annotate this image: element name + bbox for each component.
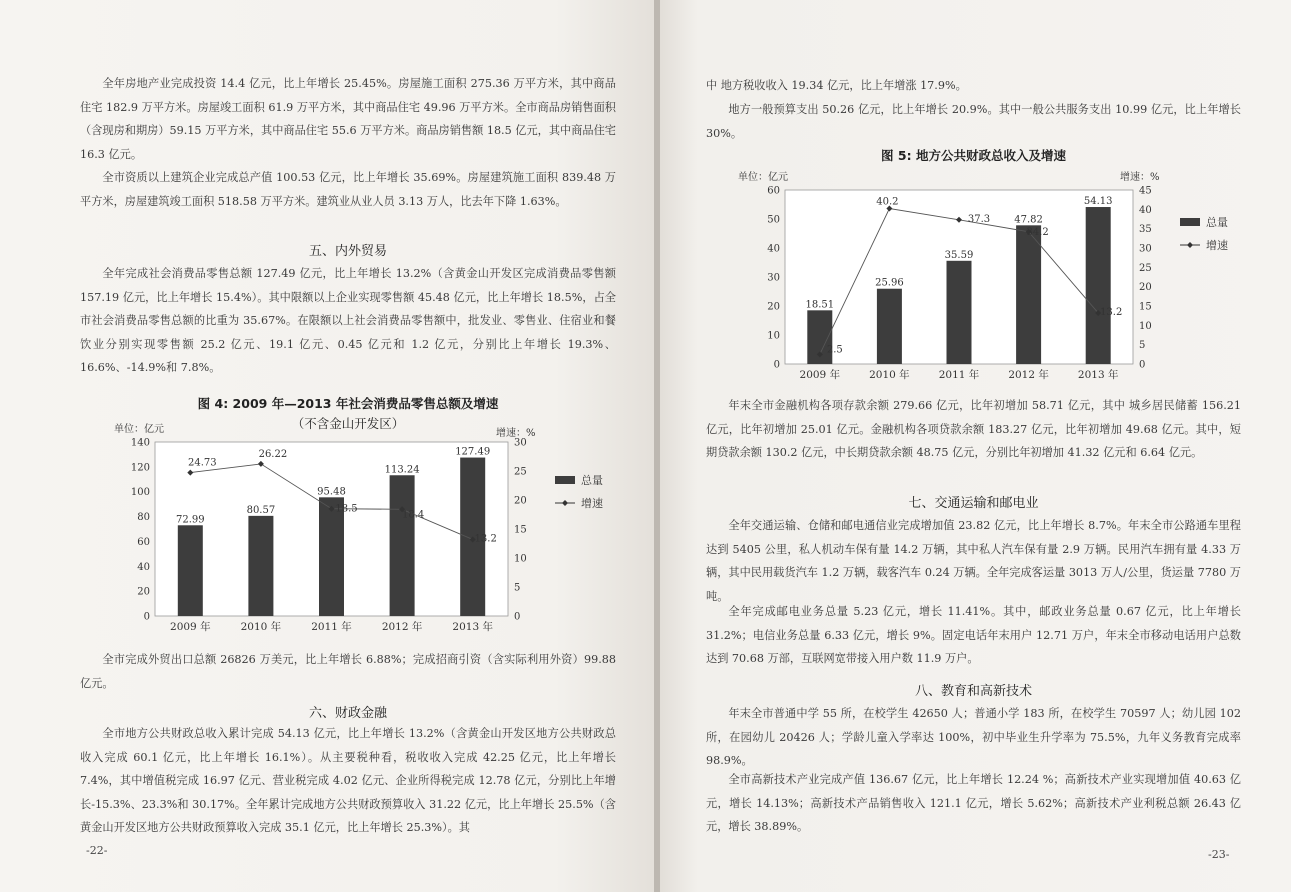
growth-value-label: 13.2 [474,533,497,545]
y-tick-label: 40 [137,561,150,573]
y2-tick-label: 25 [514,466,527,478]
bar-value-label: 72.99 [175,514,205,526]
bar-3 [947,261,972,364]
x-tick-label: 2010 年 [240,621,282,633]
bar-value-label: 127.49 [455,446,491,458]
bar-3 [319,497,344,616]
paragraph-high-tech: 全市高新技术产业完成产值 136.67 亿元，比上年增长 12.24 %；高新技术产业实现增加值 40.63 亿元，增长 14.13%；高新技术产品销售收入 121.1 亿元，增长 5.62%；高新技术产业利税总额 26.43 亿元，增长 38.89%。 [706,773,1241,833]
bar-value-label: 25.96 [875,277,904,289]
bar-value-label: 80.57 [246,504,276,516]
x-tick-label: 2012 年 [1008,369,1049,381]
bar-value-label: 18.51 [805,299,835,311]
x-tick-label: 2009 年 [170,621,211,633]
y-tick-label: 100 [130,487,150,499]
bar-5 [1086,207,1111,364]
y-tick-label: 20 [137,586,150,598]
chart4 [0,430,654,640]
bar-4 [390,475,415,616]
section-heading-education: 八、教育和高新技术 [914,684,1032,699]
growth-value-label: 13.2 [1100,306,1123,318]
y-tick-label: 60 [767,185,780,197]
y2-tick-label: 40 [1139,204,1152,216]
growth-value-label: 2.5 [826,344,843,356]
legend-total-label: 总量 [1206,216,1228,229]
y2-tick-label: 15 [514,524,527,536]
x-tick-label: 2012 年 [381,621,423,633]
paragraph-transport: 全年交通运输、仓储和邮电通信业完成增加值 23.82 亿元，比上年增长 8.7%。年末全市公路通车里程达到 5405 公里，私人机动车保有量 14.2 万辆，其中私人汽车保有量 2.9 万辆。民用汽车拥有量 4.33 万辆，其中民用载货汽车 1.2 万辆，载客汽车 0.24 万辆。全年完成客运量 3013 万人/公里，货运量 7780 万吨。 [706,519,1241,603]
legend-total-label: 总量 [581,474,603,487]
y2-tick-label: 35 [1139,224,1152,236]
bar-value-label: 54.13 [1083,196,1113,208]
y2-tick-label: 30 [514,437,527,449]
paragraph-tax-revenue: 中 地方税收收入 19.34 亿元，比上年增涨 17.9%。 [706,79,967,92]
legend-bar-swatch [1180,218,1200,226]
y-tick-label: 20 [767,301,780,313]
paragraph-budget-expense: 地方一般预算支出 50.26 亿元，比上年增长 20.9%。其中一般公共服务支出 10.99 亿元，比上年增长 30%。 [706,103,1241,140]
chart4-title: 图 4: 2009 年—2013 年社会消费品零售总额及增速 [197,396,499,411]
bar-2 [248,516,273,616]
y2-tick-label: 10 [1139,320,1152,332]
y2-tick-label: 5 [1139,340,1146,352]
x-tick-label: 2010 年 [869,369,910,381]
x-tick-label: 2009 年 [799,369,841,381]
paragraph-retail: 全年完成社会消费品零售总额 127.49 亿元，比上年增长 13.2%（含黄金山开发区完成消费品零售额 157.19 亿元，比上年增长 15.4%）。其中限额以上企业实现零售额 45.48 亿元，比上年增长 18.5%，占全市社会消费品零售总额的比重为 35.67%。在限额以上社会消费品零售额中，批发业、零售业、住宿业和餐饮业分别实现零售额 25.2 亿元、19.1 亿元、0.45 亿元和 1.2 亿元，分别比上年增长 19.3%、16.6%、-14.9%和 7.8%。 [80,267,616,374]
y-tick-label: 60 [137,536,150,548]
y-tick-label: 0 [773,359,780,371]
legend-bar-swatch [555,476,575,484]
y2-tick-label: 30 [1139,243,1152,255]
growth-value-label: 18.4 [401,509,425,521]
bar-1 [178,525,203,616]
chart4-unit-right: 增速：% [496,428,536,439]
bar-value-label: 47.82 [1014,214,1043,226]
growth-value-label: 34.2 [1026,226,1049,238]
x-tick-label: 2013 年 [1077,369,1119,381]
chart5-title: 图 5: 地方公共财政总收入及增速 [881,148,1066,163]
y2-tick-label: 20 [514,495,527,507]
y2-tick-label: 0 [514,611,521,623]
x-tick-label: 2011 年 [938,369,980,381]
y-tick-label: 30 [767,272,780,284]
paragraph-banking: 年末全市金融机构各项存款余额 279.66 亿元，比年初增加 58.71 亿元，其中 城乡居民储蓄 156.21 亿元，比年初增加 25.01 亿元。金融机构各项贷款余额 183.27 亿元，比年初增加 49.68 亿元。其中，短期贷款余额 130.2 亿元，中长期贷款余额 48.75 亿元，分别比年初增加 41.32 亿元和 6.64 亿元。 [706,399,1241,459]
y-tick-label: 140 [130,437,150,449]
growth-value-label: 26.22 [258,448,288,460]
y-tick-label: 50 [767,214,780,226]
chart5-unit-left: 单位：亿元 [738,172,788,183]
page-number-left: -22- [86,844,108,857]
bar-2 [877,289,902,364]
paragraph-real-estate: 全年房地产业完成投资 14.4 亿元，比上年增长 25.45%。房屋施工面积 275.36 万平方米，其中商品住宅 182.9 万平方米。房屋竣工面积 61.9 万平方米，其中商品住宅 49.96 万平方米。全市商品房销售面积（含现房和期房）59.15 万平方米，其中商品住宅 55.6 万平方米。商品房销售额 18.5 亿元，其中商品住宅 16.3 亿元。 [80,77,616,161]
y2-tick-label: 20 [1139,282,1152,294]
growth-value-label: 18.5 [335,503,358,515]
chart4-unit-left: 单位：亿元 [114,424,164,435]
paragraph-foreign-trade: 全市完成外贸出口总额 26826 万美元，比上年增长 6.88%；完成招商引资（含实际利用外资）99.88 亿元。 [80,653,616,690]
bar-value-label: 113.24 [384,464,420,476]
bar-4 [1016,225,1041,364]
paragraph-construction: 全市资质以上建筑企业完成总产值 100.53 亿元，比上年增长 35.69%。房屋建筑施工面积 839.48 万平方米，房屋建筑竣工面积 518.58 万平方米。建筑业从业人员 3.13 万人，比去年下降 1.63%。 [80,171,616,208]
bar-value-label: 95.48 [317,486,346,498]
x-tick-label: 2011 年 [311,621,352,633]
y2-tick-label: 25 [1139,262,1152,274]
y2-tick-label: 15 [1139,301,1152,313]
right-page [660,0,1291,892]
y2-tick-label: 45 [1139,185,1152,197]
y-tick-label: 80 [137,512,150,524]
y2-tick-label: 5 [514,582,521,594]
paragraph-post-telecom: 全年完成邮电业务总量 5.23 亿元，增长 11.41%。其中，邮政业务总量 0.67 亿元，比上年增长 31.2%；电信业务总量 6.33 亿元，增长 9%。固定电话年末用户 12.71 万户，年末全市移动电话用户总数达到 70.68 万部，互联网宽带接入用户数 11.9 万户。 [706,605,1241,665]
y-tick-label: 10 [767,330,780,342]
legend-line-marker [1187,242,1193,248]
section-heading-trade: 五、内外贸易 [308,244,387,259]
growth-value-label: 24.73 [187,457,217,469]
chart5-unit-right: 增速：% [1120,172,1160,183]
legend-growth-label: 增速 [1206,239,1228,252]
x-tick-label: 2013 年 [452,621,493,633]
bar-value-label: 35.59 [944,249,974,261]
y-tick-label: 40 [767,243,780,255]
section-heading-transport: 七、交通运输和邮电业 [908,496,1039,511]
legend-line-marker [562,500,568,506]
growth-value-label: 37.3 [967,213,991,225]
chart5 [660,178,1291,388]
legend-growth-label: 增速 [581,497,603,510]
chart4-subtitle: （不含金山开发区） [291,416,405,431]
paragraph-education: 年末全市普通中学 55 所，在校学生 42650 人；普通小学 183 所，在校学生 70597 人；幼儿园 102 所，在园幼儿 20426 人；学龄儿童入学率达 100%，初中毕业生升学率为 75.5%，九年义务教育完成率 98.9%。 [706,707,1241,767]
paragraph-fiscal-revenue: 全市地方公共财政总收入累计完成 54.13 亿元，比上年增长 13.2%（含黄金山开发区地方公共财政总收入完成 60.1 亿元，比上年增长 16.1%）。从主要税种看，税收收入完成 42.25 亿元，比上年增长 7.4%，其中增值税完成 16.97 亿元、营业税完成 4.02 亿元、企业所得税完成 12.78 亿元，分别比上年增长-15.3%、23.3%和 30.17%。全年累计完成地方公共财政预算收入 31.22 亿元，比上年增长 25.5%（含黄金山开发区地方公共财政预算收入完成 35.1 亿元，比上年增长 25.3%）。其 [80,727,616,834]
y-tick-label: 0 [143,611,150,623]
growth-value-label: 40.2 [876,196,899,208]
section-heading-finance: 六、财政金融 [308,706,387,721]
y2-tick-label: 10 [514,553,527,565]
page-number-right: -23- [1208,848,1230,861]
y2-tick-label: 0 [1139,359,1146,371]
y-tick-label: 120 [130,462,150,474]
